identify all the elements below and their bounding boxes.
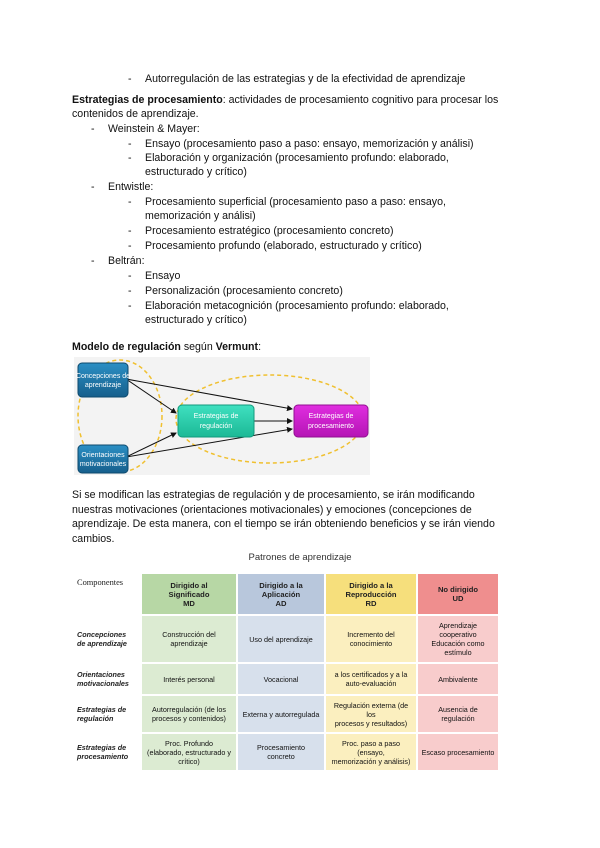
list-item: Personalización (procesamiento concreto) (145, 285, 343, 297)
table-cell: Externa y autorregulada (238, 696, 324, 732)
row-label: Estrategias de regulación (77, 705, 127, 723)
bullet-dash: - (128, 300, 132, 312)
list-item: Procesamiento estratégico (procesamiento concreto) (145, 225, 394, 237)
bullet-dash: - (128, 240, 132, 252)
author-weinstein: Weinstein & Mayer: (108, 123, 200, 135)
table-cell: Uso del aprendizaje (238, 616, 324, 662)
row-label: Orientaciones motivacionales (77, 670, 129, 688)
model-heading-author: Vermunt (215, 341, 259, 353)
box-orientations (78, 445, 128, 473)
row-label: Concepciones de aprendizaje (77, 630, 127, 648)
paragraph-line: cambios. (72, 532, 115, 545)
table-corner: Componentes (77, 578, 124, 587)
box-regulation (178, 405, 254, 437)
bullet-dash: - (91, 255, 95, 267)
list-item: Procesamiento profundo (elaborado, estructurado y crítico) (145, 240, 422, 252)
box-regulation-label-2: regulación (199, 423, 233, 430)
list-item: Ensayo (procesamiento paso a paso: ensayo, memorización y análisi) (145, 138, 474, 150)
table-row (74, 664, 498, 694)
processing-heading: Estrategias de procesamiento (72, 94, 223, 106)
table-cell: Proc. paso a paso (ensayo, memorización y análisis) (326, 734, 416, 770)
list-item: Elaboración metacognición (procesamiento profundo: elaborado, (145, 300, 449, 312)
model-heading (72, 340, 261, 354)
box-processing-label-2: procesamiento (308, 423, 354, 430)
table-cell: Aprendizaje cooperativo Educación como estímulo (418, 616, 498, 662)
bullet-dash: - (128, 152, 132, 164)
table-cell: Ausencia de regulación (418, 696, 498, 732)
header-ud: No dirigido UD (418, 574, 498, 614)
bullet-dash: - (128, 270, 132, 282)
box-conceptions-label-1: Concepciones de (75, 373, 131, 380)
row-label: Estrategias de procesamiento (77, 743, 129, 761)
table-title: Patrones de aprendizaje (248, 552, 352, 563)
bullet-dash: - (128, 138, 132, 150)
list-item: Procesamiento superficial (procesamiento paso a paso: ensayo, (145, 196, 446, 208)
table-cell: Procesamiento concreto (238, 734, 324, 770)
paragraph-line: nuestras motivaciones (orientaciones motivacionales) y emociones (concepciones de (72, 503, 472, 516)
processing-intro-line1: : actividades de procesamiento cognitivo para procesar los (222, 94, 499, 106)
author-beltran: Beltrán: (108, 255, 145, 267)
bullet-dash: - (91, 181, 95, 193)
table-cell: Proc. Profundo (elaborado, estructurado y crítico) (142, 734, 236, 770)
processing-intro-line2: contenidos de aprendizaje. (72, 108, 199, 120)
table-cell: Vocacional (238, 664, 324, 694)
list-item-cont: memorización y análisi) (145, 210, 256, 222)
table-cell: Regulación externa (de los procesos y resultados) (326, 696, 416, 732)
table-cell: Ambivalente (418, 664, 498, 694)
bullet-dash: - (128, 196, 132, 208)
patterns-table (72, 572, 500, 772)
table-header-row (74, 574, 498, 614)
header-rd: Dirigido a la Reproducción RD (326, 574, 416, 614)
header-md: Dirigido al Significado MD (142, 574, 236, 614)
table-cell: Autorregulación (de los procesos y contenidos) (142, 696, 236, 732)
processing-intro (72, 93, 498, 107)
list-item-cont: estructurado y crítico) (145, 166, 247, 178)
bullet-dash: - (128, 285, 132, 297)
box-conceptions-label-2: aprendizaje (84, 382, 122, 389)
box-orientations-label-2: motivacionales (79, 461, 127, 468)
box-conceptions (75, 363, 131, 397)
list-item-cont: estructurado y crítico) (145, 314, 247, 326)
top-item: Autorregulación de las estrategias y de la efectividad de aprendizaje (145, 73, 466, 85)
table-cell: Escaso procesamiento (418, 734, 498, 770)
header-ad: Dirigido a la Aplicación AD (238, 574, 324, 614)
box-processing-label-1: Estrategias de (308, 413, 354, 420)
table-cell: Construcción del aprendizaje (142, 616, 236, 662)
paragraph-line: Si se modifican las estrategias de regulación y de procesamiento, se irán modificando (72, 489, 475, 501)
list-item: Elaboración y organización (procesamiento profundo: elaborado, (145, 152, 449, 164)
bullet-dash: - (128, 225, 132, 237)
bullet-dash: - (128, 73, 132, 85)
table-row (74, 616, 498, 662)
table-cell: Interés personal (142, 664, 236, 694)
box-regulation-label-1: Estrategias de (193, 413, 239, 420)
model-heading-bold: Modelo de regulación (72, 341, 181, 353)
paragraph-line: aprendizaje. De esta manera, con el tiempo se irán obteniendo beneficios y se irán viendo (72, 518, 495, 530)
table-row (74, 734, 498, 770)
table-row (74, 696, 498, 732)
box-processing (294, 405, 368, 437)
box-orientations-label-1: Orientaciones (81, 452, 125, 459)
model-heading-mid: según (180, 341, 216, 353)
list-item: Ensayo (145, 270, 181, 282)
author-entwistle: Entwistle: (108, 181, 154, 193)
table-cell: a los certificados y a la auto-evaluación (326, 664, 416, 694)
regulation-model-diagram (74, 357, 370, 475)
bullet-dash: - (91, 123, 95, 135)
table-cell: Incremento del conocimiento (326, 616, 416, 662)
model-heading-end: : (258, 341, 262, 353)
